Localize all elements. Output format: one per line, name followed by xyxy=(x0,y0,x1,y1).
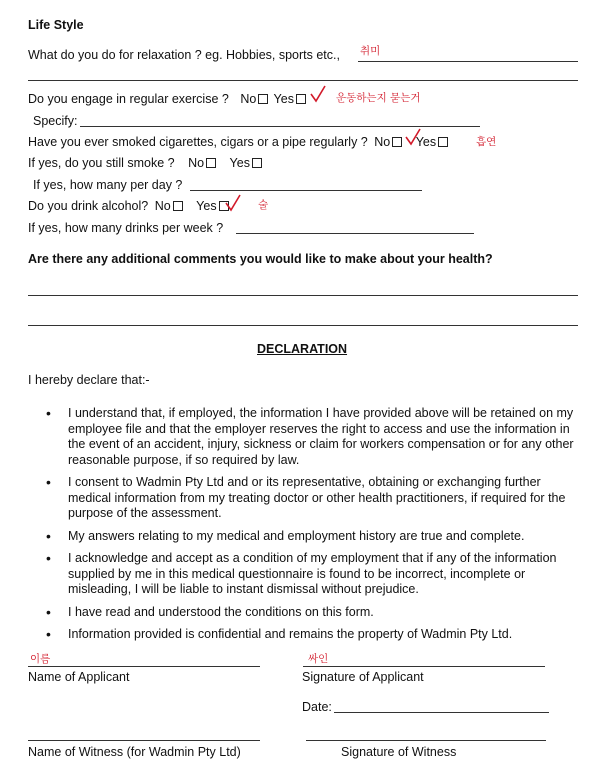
smoke-yes-label: Yes xyxy=(415,135,437,149)
smoke-row xyxy=(28,135,450,149)
relaxation-input[interactable] xyxy=(358,61,578,62)
date-label: Date: xyxy=(302,700,332,714)
witness-signature-input[interactable] xyxy=(306,740,546,741)
exercise-yes-label: Yes xyxy=(273,92,294,106)
per-day-question: If yes, how many per day ? xyxy=(33,178,183,192)
still-smoke-no-checkbox[interactable] xyxy=(206,158,216,168)
smoke-no-check-icon xyxy=(404,127,422,147)
section-heading-lifestyle: Life Style xyxy=(28,18,84,32)
relaxation-input-line-2[interactable] xyxy=(28,80,578,81)
applicant-signature-label: Signature of Applicant xyxy=(302,670,424,684)
alcohol-no-label: No xyxy=(154,199,171,213)
declaration-item: • I acknowledge and accept as a condition of my employment that if any of the information supplied by me in this medical questionnaire is found to be incorrect, incomplete or misleading, I will be liable to instant dismissal without prejudice. xyxy=(28,551,580,598)
exercise-yes-checkbox[interactable] xyxy=(296,94,306,104)
per-day-input[interactable] xyxy=(190,190,422,191)
exercise-yes-check-icon xyxy=(309,84,327,104)
signature-annotation: 싸인 xyxy=(308,653,329,665)
exercise-row xyxy=(28,92,308,106)
relaxation-annotation: 취미 xyxy=(360,45,381,57)
declaration-list xyxy=(28,406,580,650)
specify-label: Specify: xyxy=(33,114,78,128)
still-smoke-question: If yes, do you still smoke ? xyxy=(28,156,175,170)
drinks-week-input[interactable] xyxy=(236,233,474,234)
alcohol-row xyxy=(28,199,231,213)
exercise-annotation: 운동하는지 묻는거 xyxy=(336,92,421,104)
declaration-item: • My answers relating to my medical and employment history are true and complete. xyxy=(28,529,580,545)
smoke-yes-checkbox[interactable] xyxy=(438,137,448,147)
smoke-question: Have you ever smoked cigarettes, cigars or a pipe regularly ? xyxy=(28,135,368,149)
exercise-question: Do you engage in regular exercise ? xyxy=(28,92,229,106)
alcohol-annotation: 술 xyxy=(258,199,269,211)
witness-signature-label: Signature of Witness xyxy=(341,745,457,759)
alcohol-yes-check-icon xyxy=(224,193,242,213)
declaration-intro: I hereby declare that:- xyxy=(28,373,150,387)
smoke-no-label: No xyxy=(374,135,391,149)
still-smoke-no-label: No xyxy=(188,156,205,170)
declaration-item: • I have read and understood the conditions on this form. xyxy=(28,605,580,621)
still-smoke-yes-label: Yes xyxy=(229,156,250,170)
relaxation-question: What do you do for relaxation ? eg. Hobbies, sports etc., xyxy=(28,48,340,62)
exercise-no-checkbox[interactable] xyxy=(258,94,268,104)
date-input[interactable] xyxy=(334,712,549,713)
still-smoke-yes-checkbox[interactable] xyxy=(252,158,262,168)
exercise-no-label: No xyxy=(240,92,257,106)
applicant-signature-input[interactable] xyxy=(303,666,545,667)
witness-name-label: Name of Witness (for Wadmin Pty Ltd) xyxy=(28,745,241,759)
comments-question: Are there any additional comments you would like to make about your health? xyxy=(28,252,493,266)
comments-input-line-2[interactable] xyxy=(28,325,578,326)
declaration-item: • I consent to Wadmin Pty Ltd and or its representative, obtaining or exchanging further medical information from my treating doctor or other health practitioners, if required for the purpose of the assessment. xyxy=(28,475,580,522)
name-annotation: 이름 xyxy=(30,653,51,665)
declaration-title: DECLARATION xyxy=(257,342,348,356)
drinks-week-question: If yes, how many drinks per week ? xyxy=(28,221,224,235)
witness-name-input[interactable] xyxy=(28,740,260,741)
declaration-item: • I understand that, if employed, the information I have provided above will be retained on my employee file and that the employer reserves the right to access and use the information in the event of an accident, injury, sickness or claim for workers compensation or for any other reasonable purpose, if so required by law. xyxy=(28,406,580,468)
smoke-annotation: 흡연 xyxy=(476,136,497,148)
smoke-no-checkbox[interactable] xyxy=(392,137,402,147)
declaration-item: • Information provided is confidential and remains the property of Wadmin Pty Ltd. xyxy=(28,627,580,643)
applicant-name-label: Name of Applicant xyxy=(28,670,130,684)
alcohol-yes-label: Yes xyxy=(196,199,217,213)
alcohol-question: Do you drink alcohol? xyxy=(28,199,149,213)
comments-input-line-1[interactable] xyxy=(28,295,578,296)
still-smoke-row xyxy=(28,156,264,170)
alcohol-no-checkbox[interactable] xyxy=(173,201,183,211)
applicant-name-input[interactable] xyxy=(28,666,260,667)
